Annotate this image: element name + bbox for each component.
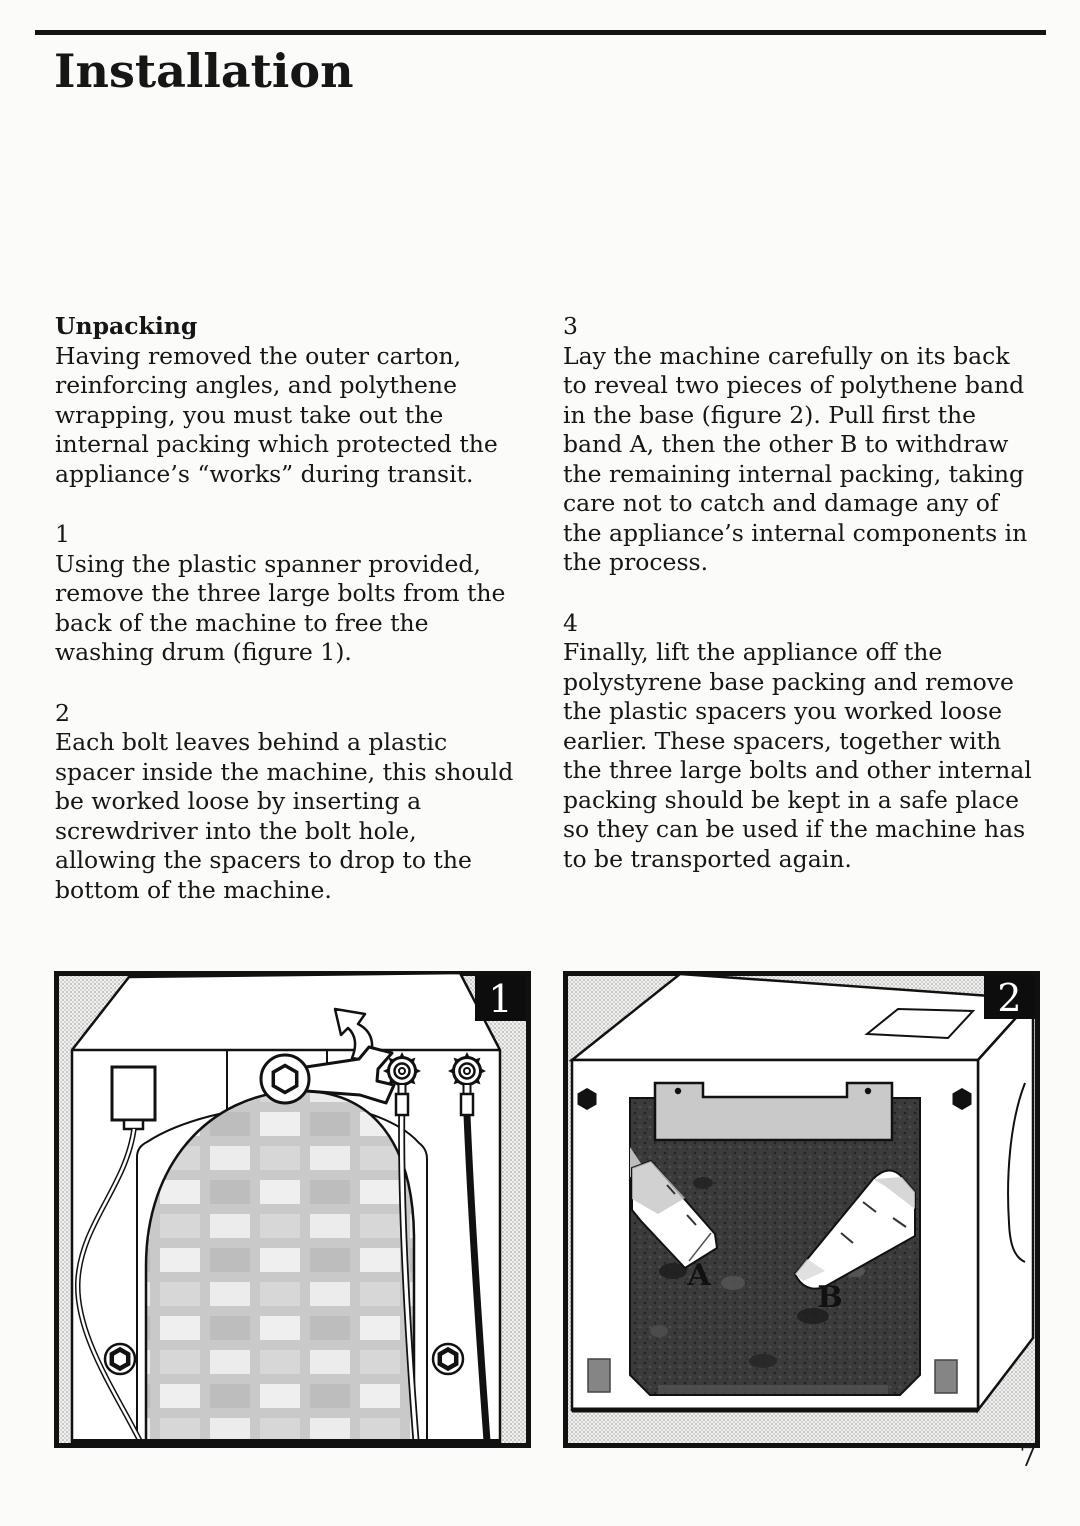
page-title: Installation <box>54 44 354 98</box>
left-column <box>55 312 517 905</box>
step-4-text: Finally, lift the appliance off the polystyrene base packing and remove the plastic spacers you worked loose earlier. These spacers, together with the three large bolts and other internal packing should be kept in a safe place so they can be used if the machine has to be transported again. <box>563 638 1032 873</box>
step-2-text: Each bolt leaves behind a plastic spacer inside the machine, this should be worked loose by inserting a screwdriver into the bolt hole, allowing the spacers to drop to the bottom of the machine. <box>55 728 514 904</box>
intro-paragraph: Having removed the outer carton, reinforcing angles, and polythene wrapping, you must take out the internal packing which protected the appliance’s “works” during transit. <box>55 341 498 488</box>
right-column <box>563 312 1037 874</box>
step-2 <box>55 699 517 906</box>
band-b-label: B <box>817 1280 843 1315</box>
step-3-text: Lay the machine carefully on its back to reveal two pieces of polythene band in the base (figure 2). Pull first the band A, then the other B to withdraw the remaining internal packing, taking care not to catch and damage any of the appliance’s internal components in the process. <box>563 341 1028 576</box>
base-slot-left <box>588 1359 610 1392</box>
figure-2-badge <box>984 975 1035 1020</box>
unpacking-heading: Unpacking <box>55 312 198 340</box>
step-3 <box>563 312 1037 578</box>
figure-1-machine-back <box>54 971 531 1448</box>
band-a-label: A <box>687 1258 711 1293</box>
top-rule <box>35 30 1046 35</box>
figure-2-machine-base <box>563 971 1040 1448</box>
step-2-number: 2 <box>55 698 70 727</box>
step-1 <box>55 520 517 668</box>
base-slot-right <box>935 1360 957 1393</box>
figure-1-number: 1 <box>488 977 513 1021</box>
step-4 <box>563 609 1037 875</box>
figure-2-number: 2 <box>997 976 1022 1020</box>
transit-bolt-right-icon <box>433 1344 463 1374</box>
step-1-number: 1 <box>55 520 70 548</box>
step-1-text: Using the plastic spanner provided, remove the three large bolts from the back of the machine to free the washing drum (figure 1). <box>55 549 506 666</box>
step-3-number: 3 <box>563 312 578 340</box>
figure-1-badge <box>475 975 526 1021</box>
drum-cover-arch <box>146 1091 414 1441</box>
transit-bolt-left-icon <box>105 1344 135 1374</box>
step-4-number: 4 <box>563 608 578 637</box>
page-number: 7 <box>1019 1442 1037 1473</box>
